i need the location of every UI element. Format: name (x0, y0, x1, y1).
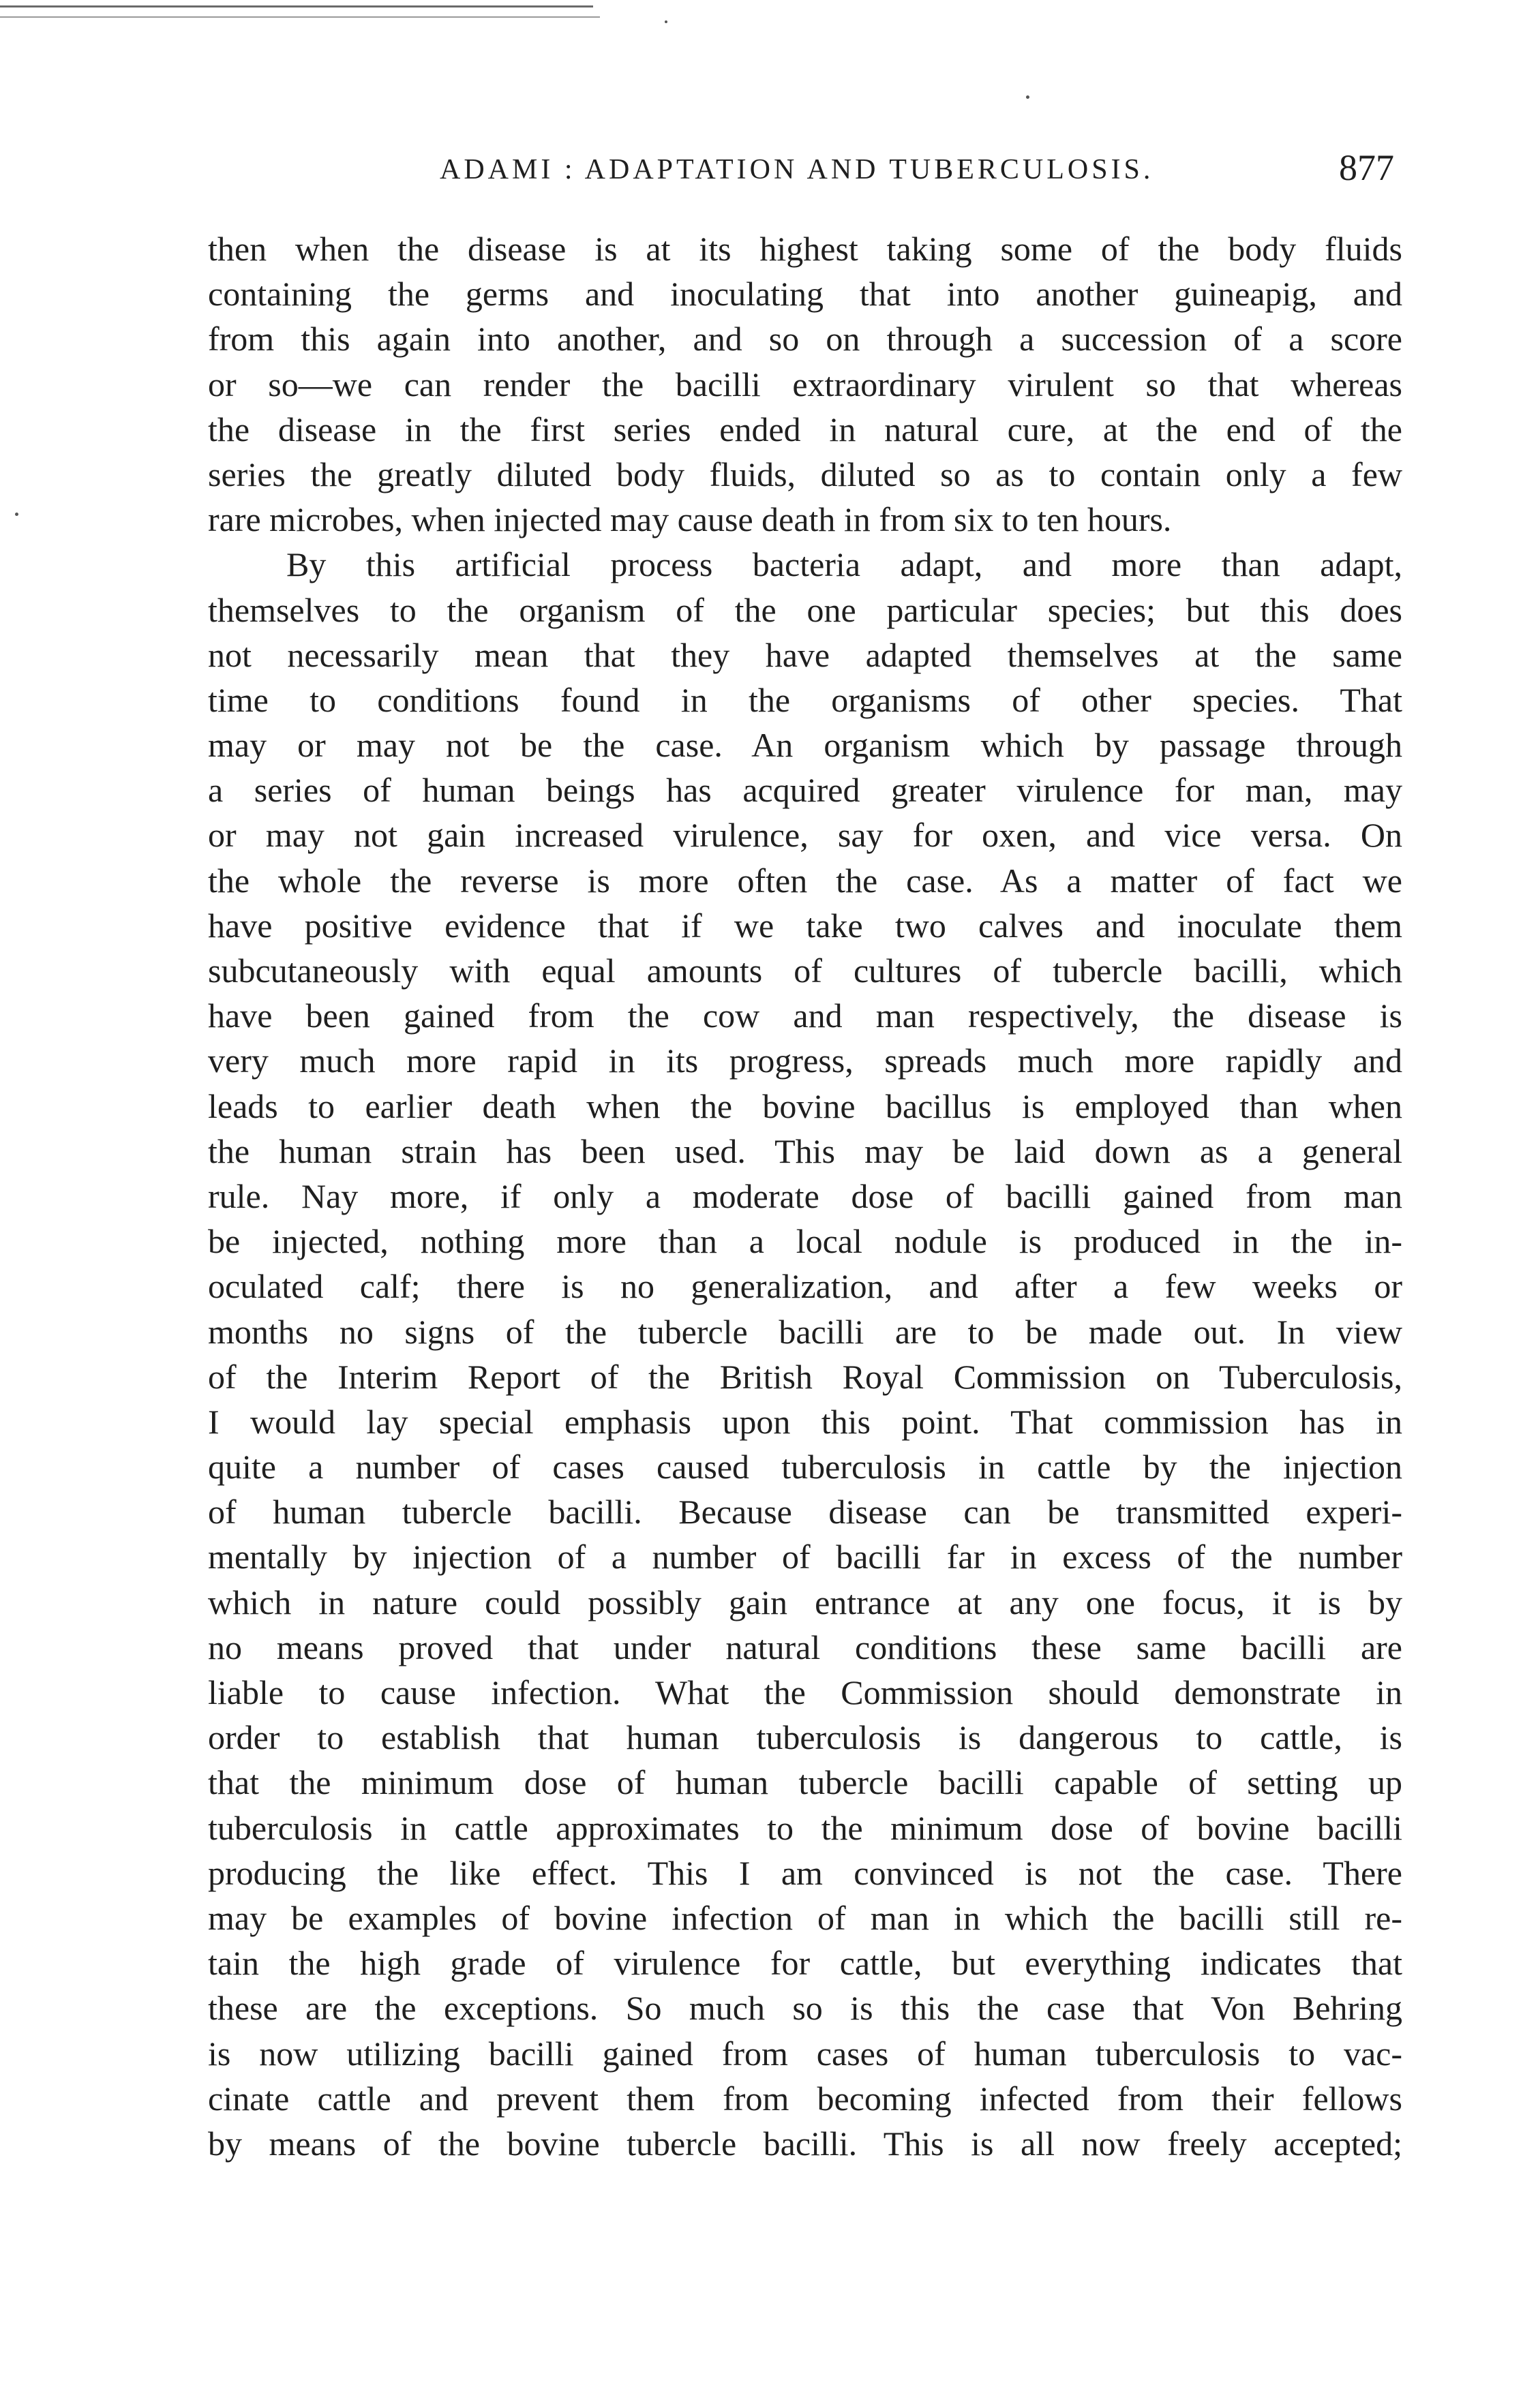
running-title: ADAMI : ADAPTATION AND TUBERCULOSIS. (440, 154, 1154, 185)
text-line: very much more rapid in its progress, spreads much more rapidly and (208, 1041, 1402, 1080)
text-line: I would lay special emphasis upon this point. That commission has in (208, 1402, 1402, 1441)
text-line: which in nature could possibly gain entrance at any one focus, it is by (208, 1583, 1402, 1621)
text-line: liable to cause infection. What the Commission should demonstrate in (208, 1673, 1402, 1711)
text-line: tain the high grade of virulence for cattle, but everything indicates that (208, 1944, 1402, 1983)
text-line: rule. Nay more, if only a moderate dose of bacilli gained from man (208, 1176, 1402, 1215)
text-line: themselves to the organism of the one particular species; but this does (208, 590, 1402, 629)
text-line: leads to earlier death when the bovine bacillus is employed than when (208, 1086, 1402, 1125)
text-line: from this again into another, and so on through a succession of a score (208, 320, 1402, 359)
text-line: mentally by injection of a number of bacilli far in excess of the number (208, 1538, 1402, 1576)
text-line: no means proved that under natural conditions these same bacilli are (208, 1628, 1402, 1666)
page-number: 877 (1339, 147, 1394, 188)
scan-speck (15, 513, 18, 516)
text-line: the whole the reverse is more often the case. As a matter of fact we (208, 861, 1402, 900)
text-line: producing the like effect. This I am convinced is not the case. There (208, 1853, 1402, 1892)
text-line: tuberculosis in cattle approximates to the minimum dose of bovine bacilli (208, 1808, 1402, 1847)
text-line: by means of the bovine tubercle bacilli. This is all now freely accepted; (208, 2124, 1402, 2163)
scan-speck (1026, 95, 1029, 99)
page-header (208, 147, 1394, 194)
text-line: a series of human beings has acquired greater virulence for man, may (208, 771, 1402, 810)
paragraph-first-line: By this artificial process bacteria adapt, and more than adapt, (286, 545, 1402, 584)
text-line: cinate cattle and prevent them from becoming infected from their fellows (208, 2079, 1402, 2118)
text-line: have been gained from the cow and man respectively, the disease is (208, 996, 1402, 1035)
text-line: have positive evidence that if we take two calves and inoculate them (208, 906, 1402, 945)
top-border-rule (0, 5, 593, 7)
text-line: quite a number of cases caused tuberculosis in cattle by the injection (208, 1448, 1402, 1487)
text-line: of human tubercle bacilli. Because disease can be transmitted experi- (208, 1493, 1402, 1531)
body-text (208, 226, 1402, 2166)
text-line: or may not gain increased virulence, say for oxen, and vice versa. On (208, 816, 1402, 855)
top-border-rule-secondary (0, 16, 600, 18)
text-line: then when the disease is at its highest taking some of the body fluids (208, 230, 1402, 268)
text-line: that the minimum dose of human tubercle bacilli capable of setting up (208, 1763, 1402, 1802)
text-line: is now utilizing bacilli gained from cases of human tuberculosis to vac- (208, 2034, 1402, 2073)
text-line: the human strain has been used. This may be laid down as a general (208, 1131, 1402, 1170)
text-line: of the Interim Report of the British Royal Commission on Tuberculosis, (208, 1357, 1402, 1396)
text-line: containing the germs and inoculating that into another guineapig, and (208, 275, 1402, 314)
text-line: be injected, nothing more than a local nodule is produced in the in- (208, 1222, 1402, 1261)
scan-speck (665, 20, 667, 23)
text-line: or so—we can render the bacilli extraordinary virulent so that whereas (208, 365, 1402, 403)
text-line: oculated calf; there is no generalization, and after a few weeks or (208, 1267, 1402, 1306)
text-line: months no signs of the tubercle bacilli are to be made out. In view (208, 1312, 1402, 1351)
text-line: time to conditions found in the organisms of other species. That (208, 680, 1402, 719)
text-line: order to establish that human tuberculosis is dangerous to cattle, is (208, 1718, 1402, 1757)
text-line: series the greatly diluted body fluids, diluted so as to contain only a few (208, 455, 1402, 493)
text-line: these are the exceptions. So much so is this the case that Von Behring (208, 1989, 1402, 2028)
text-line: may or may not be the case. An organism which by passage through (208, 726, 1402, 765)
text-line: rare microbes, when injected may cause death in from six to ten hours. (208, 500, 1172, 539)
text-line: not necessarily mean that they have adapted themselves at the same (208, 635, 1402, 674)
text-line: the disease in the first series ended in natural cure, at the end of the (208, 410, 1402, 448)
text-line: subcutaneously with equal amounts of cultures of tubercle bacilli, which (208, 951, 1402, 990)
text-line: may be examples of bovine infection of man in which the bacilli still re- (208, 1898, 1402, 1937)
